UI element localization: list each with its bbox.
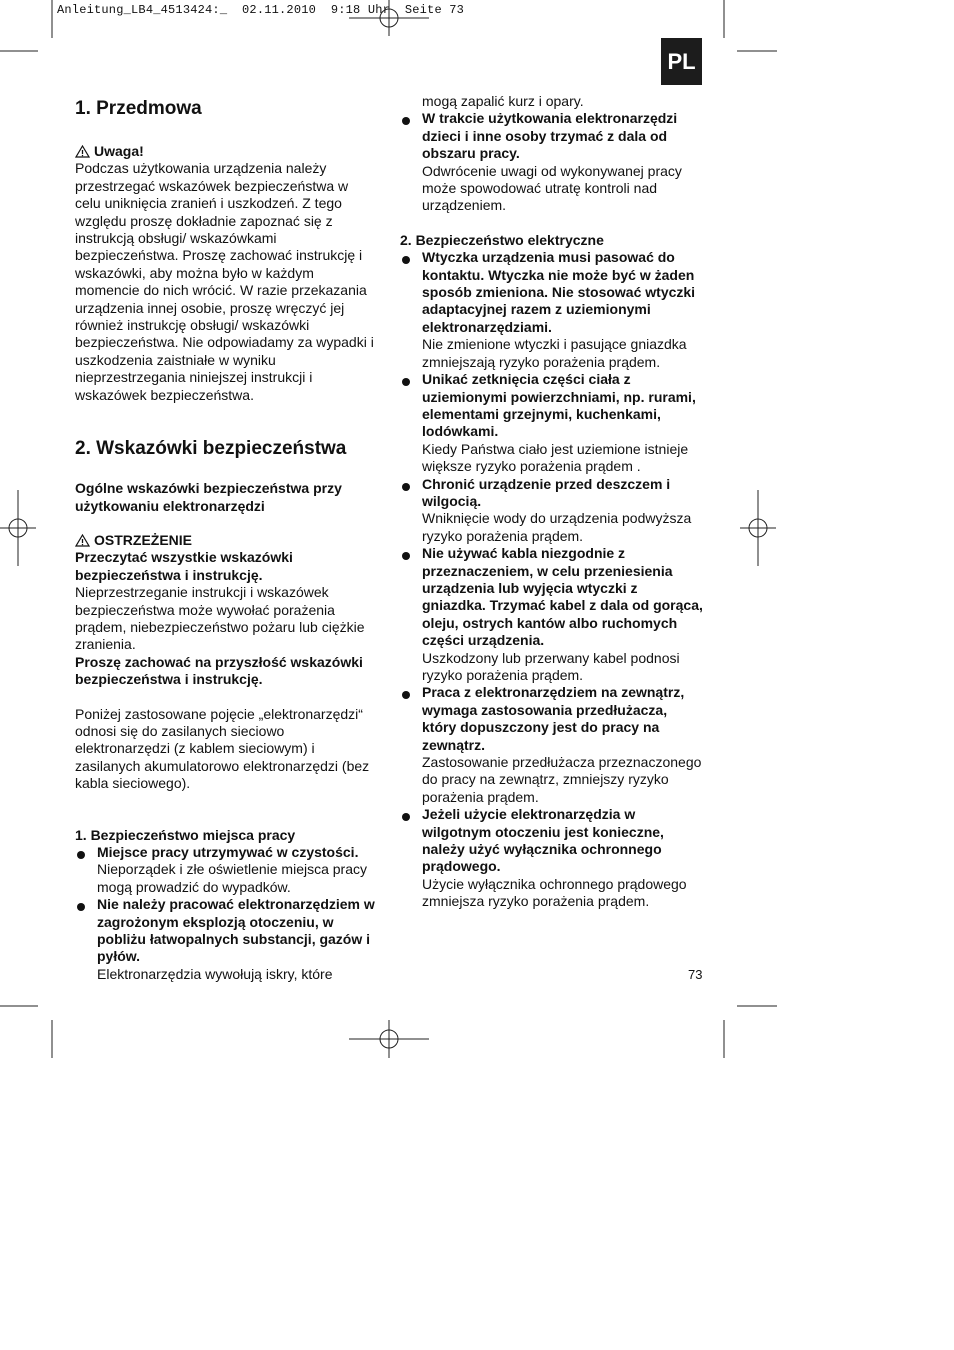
workplace-safety-title: 1. Bezpieczeństwo miejsca pracy <box>75 826 296 843</box>
list-item-bold: Miejsce pracy utrzymywać w czystości. <box>97 844 359 860</box>
list-item-bold: Nie używać kabla niezgodnie z przeznaczeniem, w celu przeniesienia urządzenia lub wyjęcia wtyczki z gniazdka. Trzymać kabel z dala od gorąca, oleju, ostrych kantów albo ruchomych części urządzenia. <box>422 545 703 649</box>
warning-triangle-icon <box>75 534 90 547</box>
print-slug: Anleitung_LB4_4513424:_ 02.11.2010 9:18 Uhr Seite 73 <box>57 3 465 17</box>
list-item-text: Uszkodzony lub przerwany kabel podnosi ryzyko porażenia prądem. <box>422 649 680 683</box>
section-heading-safety: 2. Wskazówki bezpieczeństwa <box>75 438 347 460</box>
list-item <box>400 249 705 371</box>
list-item <box>400 806 705 910</box>
language-badge: PL <box>661 38 702 85</box>
list-item-bold: Wtyczka urządzenia musi pasować do kontaktu. Wtyczka nie może być w żaden sposób zmieniona. Nie stosować wtyczki adaptacyjnej razem z uziemionymi elektronarzędziami. <box>422 249 696 335</box>
list-item-text: Użycie wyłącznika ochronnego prądowego zmniejsza ryzyko porażenia prądem. <box>422 875 687 910</box>
warning-label <box>75 532 377 549</box>
warning-triangle-icon <box>75 145 90 158</box>
definition-text: Poniżej zastosowane pojęcie „elektronarzędzi“ odnosi się do zasilanych sieciowo elektronarzędzi (z kablem sieciowym) i zasilanych akumulatorowo elektronarzędzi (bez kabla sieciowego). <box>75 705 370 792</box>
electrical-safety-list <box>400 249 705 910</box>
list-item-bold: Unikać zetknięcia części ciała z uziemionymi powierzchniami, np. rurami, elementami grzejnymi, kuchenkami, lodówkami. <box>422 371 696 440</box>
list-item <box>400 371 705 475</box>
list-item <box>400 110 705 214</box>
list-item-bold: Praca z elektronarzędziem na zewnątrz, wymaga zastosowania przedłużacza, który dopuszczony jest do pracy na zewnątrz. <box>422 684 685 753</box>
list-item <box>400 684 705 806</box>
list-item-text: Elektronarzędzia wywołują iskry, które <box>97 965 333 982</box>
list-item-text: Kiedy Państwa ciało jest uziemione istnieje większe ryzyko porażenia prądem . <box>422 440 689 475</box>
list-item-text: Nieporządek i złe oświetlenie miejsca pracy mogą prowadzić do wypadków. <box>97 861 368 895</box>
keep-instructions-bold: Proszę zachować na przyszłość wskazówki bezpieczeństwa i instrukcję. <box>75 653 363 688</box>
crosshair-icon <box>740 490 776 566</box>
electrical-safety-title: 2. Bezpieczeństwo elektryczne <box>400 231 604 248</box>
right-column <box>400 93 705 911</box>
list-item <box>400 476 705 546</box>
warning-label <box>75 143 377 160</box>
list-item <box>400 545 705 684</box>
continued-text: mogą zapalić kurz i opary. <box>422 93 584 109</box>
left-column <box>75 97 377 983</box>
list-item-text: Odwrócenie uwagi od wykonywanej pracy może spowodować utratę kontroli nad urządzeniem. <box>422 162 682 214</box>
warning-text: Uwaga! <box>94 143 144 159</box>
list-item <box>75 844 377 896</box>
read-instructions-bold: Przeczytać wszystkie wskazówki bezpieczeństwa i instrukcję. <box>75 549 293 583</box>
workplace-safety-list <box>75 844 377 983</box>
warning-text: OSTRZEŻENIE <box>94 531 193 548</box>
list-item-bold: W trakcie użytkowania elektronarzędzi dzieci i inne osoby trzymać z dala od obszaru pracy. <box>422 110 678 162</box>
list-item <box>75 896 377 983</box>
list-item-text: Zastosowanie przedłużacza przeznaczonego do pracy na zewnątrz, zmniejszy ryzyko porażenia prądem. <box>422 754 702 805</box>
section-heading-preface: 1. Przedmowa <box>75 98 202 119</box>
read-instructions-text: Nieprzestrzeganie instrukcji i wskazówek bezpieczeństwa może wywołać porażenia prądem, niebezpieczeństwo pożaru lub ciężkie zranienia. <box>75 584 365 653</box>
list-item-bold: Nie należy pracować elektronarzędziem w zagrożonym eksplozją otoczeniu, w pobliżu łatwopalnych substancji, gazów i pyłów. <box>97 896 375 965</box>
list-item-text: Nie zmienione wtyczki i pasujące gniazdka zmniejszają ryzyko porażenia prądem. <box>422 336 687 370</box>
crosshair-icon <box>349 1020 429 1058</box>
workplace-safety-list-continued <box>400 110 705 214</box>
preface-body: Podczas użytkowania urządzenia należy przestrzegać wskazówek bezpieczeństwa w celu uniknięcia zranień i uszkodzeń. Z tego względu proszę dokładnie zapoznać się z instrukcją obsługi/ wskazówkami bezpieczeństwa. Proszę zachować instrukcję i wskazówki, aby można było w każdym momencie do nich wrócić. W razie przekazania urządzenia innej osobie, proszę wręczyć jej również instrukcję obsługi/ wskazówki bezpieczeństwa. Nie odpowiadamy za wypadki i uszkodzenia zaistniałe w wyniku nieprzestrzegania niniejszej instrukcji i wskazówek bezpieczeństwa. <box>75 160 374 403</box>
list-item-text: Wniknięcie wody do urządzenia podwyższa ryzyko porażenia prądem. <box>422 510 692 544</box>
general-safety-title: Ogólne wskazówki bezpieczeństwa przy użytkowaniu elektronarzędzi <box>75 480 342 514</box>
list-item-bold: Jeżeli użycie elektronarzędzia w wilgotnym otoczeniu jest konieczne, należy użyć wyłącznika ochronnego prądowego. <box>422 806 664 875</box>
crosshair-icon <box>349 0 429 36</box>
crosshair-icon <box>0 490 36 566</box>
list-item-bold: Chronić urządzenie przed deszczem i wilgocią. <box>422 475 671 509</box>
page-number: 73 <box>688 967 703 982</box>
